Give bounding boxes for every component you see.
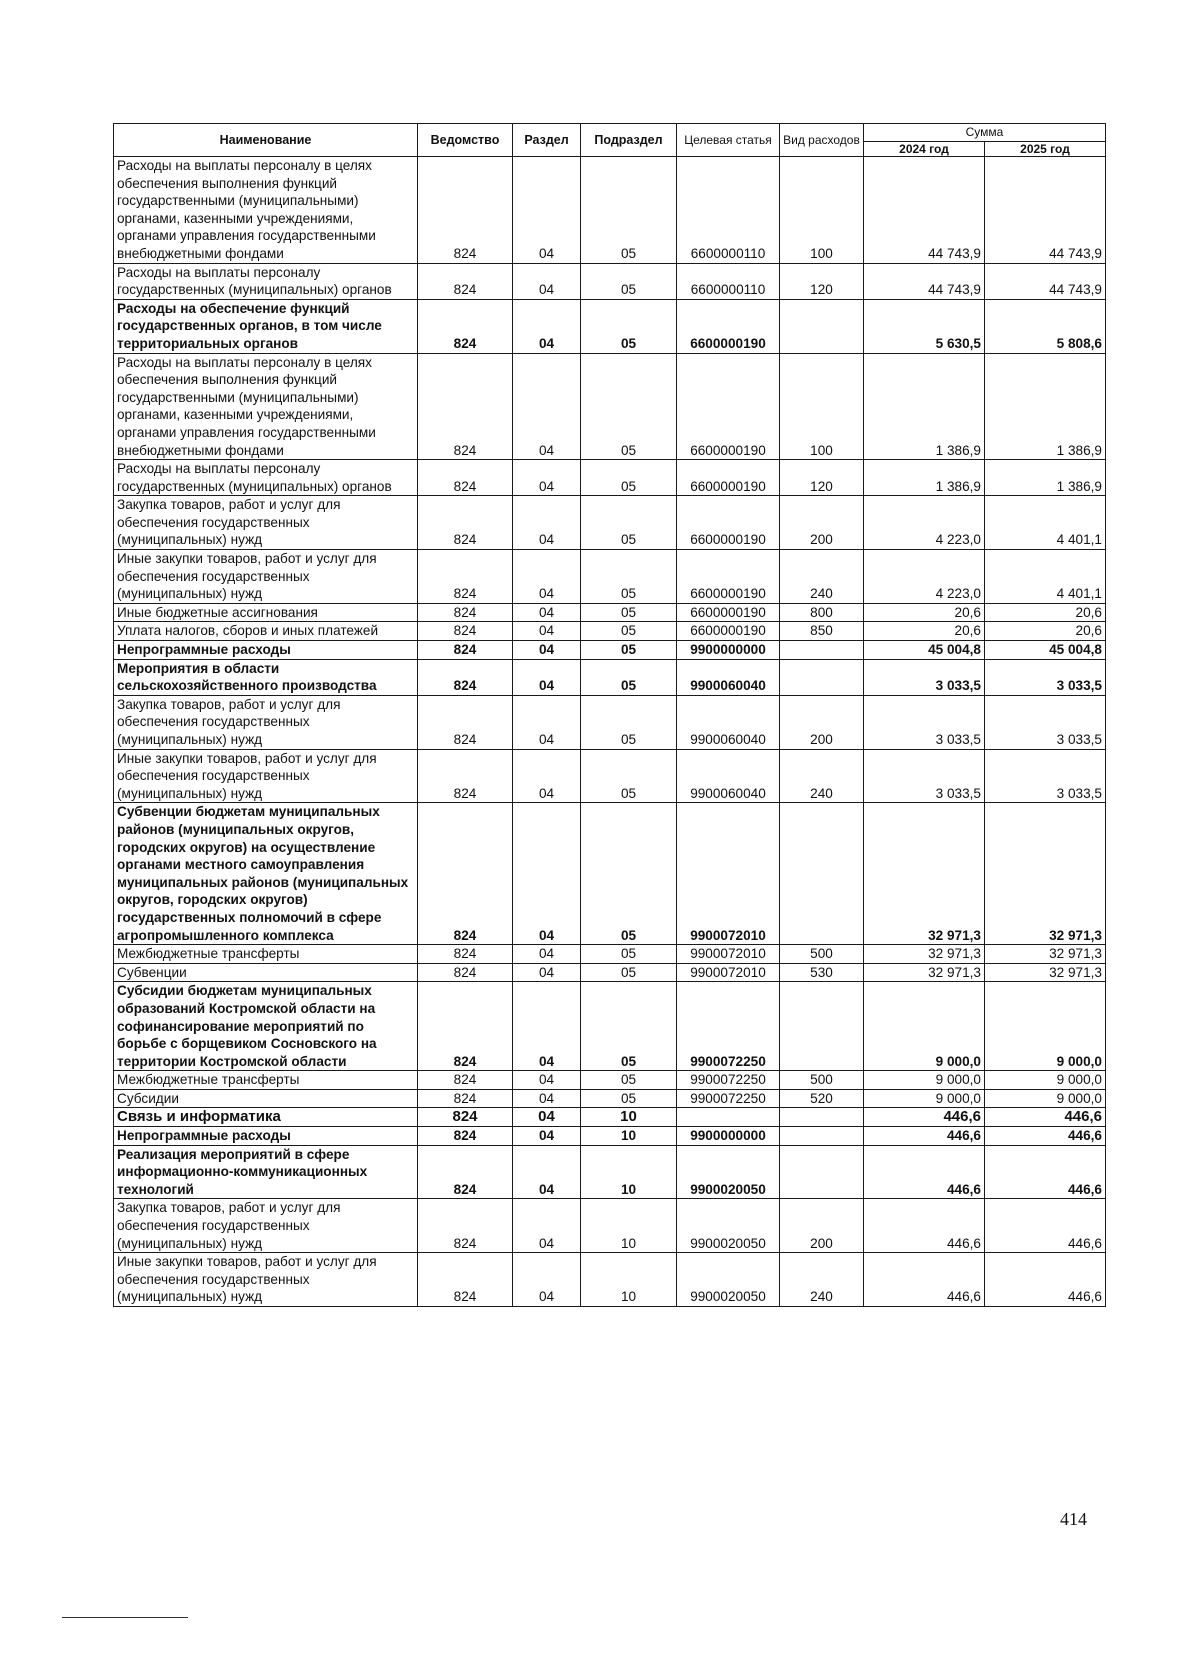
cell-section: 04	[513, 749, 581, 803]
table-row	[114, 659, 1106, 695]
cell-section: 04	[513, 1253, 581, 1307]
cell-name: Реализация мероприятий в сфере информационно-коммуникационных технологий	[114, 1145, 418, 1199]
header-expense-type: Вид расходов	[780, 124, 864, 157]
cell-subsection: 05	[581, 695, 677, 749]
cell-name: Непрограммные расходы	[114, 1127, 418, 1146]
cell-expense-type	[780, 1145, 864, 1199]
table-row	[114, 1253, 1106, 1307]
cell-name: Закупка товаров, работ и услуг для обеспечения государственных (муниципальных) нужд	[114, 1199, 418, 1253]
cell-sum-2025: 446,6	[985, 1253, 1106, 1307]
cell-target-article: 9900020050	[677, 1253, 780, 1307]
table-row	[114, 460, 1106, 496]
cell-department: 824	[418, 945, 513, 964]
cell-department: 824	[418, 1108, 513, 1127]
cell-sum-2025: 446,6	[985, 1127, 1106, 1146]
cell-subsection: 05	[581, 622, 677, 641]
table-row	[114, 1127, 1106, 1146]
table-row	[114, 1108, 1106, 1127]
cell-department: 824	[418, 299, 513, 353]
cell-subsection: 05	[581, 945, 677, 964]
cell-subsection: 05	[581, 659, 677, 695]
cell-section: 04	[513, 1089, 581, 1108]
table-row	[114, 157, 1106, 264]
cell-name: Непрограммные расходы	[114, 641, 418, 660]
cell-sum-2025: 1 386,9	[985, 353, 1106, 460]
header-year-2024: 2024 год	[864, 142, 985, 157]
cell-subsection: 10	[581, 1108, 677, 1127]
cell-sum-2024: 44 743,9	[864, 157, 985, 264]
cell-sum-2025: 45 004,8	[985, 641, 1106, 660]
cell-department: 824	[418, 353, 513, 460]
cell-sum-2024: 446,6	[864, 1127, 985, 1146]
budget-table	[113, 123, 1106, 1307]
cell-department: 824	[418, 641, 513, 660]
cell-name: Субвенции бюджетам муниципальных районов (муниципальных округов, городских округов) на осуществление органами местного самоуправления муниципальных районов (муниципальных округов, городских округов) государственных полномочий в сфере агропромышленного комплекса	[114, 803, 418, 945]
cell-sum-2024: 20,6	[864, 603, 985, 622]
cell-expense-type	[780, 982, 864, 1071]
cell-sum-2024: 1 386,9	[864, 353, 985, 460]
cell-name: Закупка товаров, работ и услуг для обеспечения государственных (муниципальных) нужд	[114, 695, 418, 749]
cell-department: 824	[418, 496, 513, 550]
cell-department: 824	[418, 1127, 513, 1146]
cell-name: Мероприятия в области сельскохозяйственного производства	[114, 659, 418, 695]
cell-section: 04	[513, 641, 581, 660]
cell-expense-type: 120	[780, 460, 864, 496]
cell-department: 824	[418, 157, 513, 264]
cell-sum-2025: 9 000,0	[985, 1089, 1106, 1108]
table-row	[114, 1071, 1106, 1090]
header-name: Наименование	[114, 124, 418, 157]
cell-name: Межбюджетные трансферты	[114, 945, 418, 964]
cell-target-article: 9900072010	[677, 945, 780, 964]
cell-department: 824	[418, 263, 513, 299]
cell-sum-2025: 446,6	[985, 1108, 1106, 1127]
cell-subsection: 05	[581, 496, 677, 550]
cell-section: 04	[513, 550, 581, 604]
cell-subsection: 05	[581, 641, 677, 660]
page-number: 414	[1060, 1509, 1087, 1529]
cell-sum-2025: 3 033,5	[985, 695, 1106, 749]
cell-subsection: 05	[581, 299, 677, 353]
table-row	[114, 695, 1106, 749]
cell-subsection: 05	[581, 550, 677, 604]
cell-name: Расходы на выплаты персоналу государственных (муниципальных) органов	[114, 460, 418, 496]
cell-expense-type	[780, 1108, 864, 1127]
cell-sum-2024: 32 971,3	[864, 803, 985, 945]
cell-target-article: 9900020050	[677, 1199, 780, 1253]
header-target-article: Целевая статья	[677, 124, 780, 157]
cell-name: Иные закупки товаров, работ и услуг для обеспечения государственных (муниципальных) нужд	[114, 749, 418, 803]
cell-department: 824	[418, 1199, 513, 1253]
cell-section: 04	[513, 622, 581, 641]
cell-expense-type: 800	[780, 603, 864, 622]
cell-subsection: 05	[581, 982, 677, 1071]
cell-subsection: 05	[581, 353, 677, 460]
cell-target-article: 6600000190	[677, 550, 780, 604]
cell-sum-2025: 4 401,1	[985, 496, 1106, 550]
cell-section: 04	[513, 803, 581, 945]
table-row	[114, 263, 1106, 299]
cell-section: 04	[513, 1127, 581, 1146]
cell-target-article: 9900000000	[677, 1127, 780, 1146]
cell-department: 824	[418, 1071, 513, 1090]
cell-subsection: 05	[581, 1089, 677, 1108]
cell-sum-2025: 32 971,3	[985, 963, 1106, 982]
cell-sum-2025: 44 743,9	[985, 157, 1106, 264]
cell-sum-2024: 9 000,0	[864, 1089, 985, 1108]
cell-department: 824	[418, 803, 513, 945]
header-department: Ведомство	[418, 124, 513, 157]
cell-name: Субвенции	[114, 963, 418, 982]
cell-sum-2024: 4 223,0	[864, 550, 985, 604]
cell-sum-2025: 3 033,5	[985, 659, 1106, 695]
cell-section: 04	[513, 1071, 581, 1090]
header-subsection: Подраздел	[581, 124, 677, 157]
cell-expense-type: 200	[780, 1199, 864, 1253]
table-row	[114, 945, 1106, 964]
cell-subsection: 05	[581, 749, 677, 803]
table-body	[114, 157, 1106, 1307]
cell-target-article	[677, 1108, 780, 1127]
cell-target-article: 6600000110	[677, 157, 780, 264]
cell-section: 04	[513, 496, 581, 550]
cell-target-article: 6600000190	[677, 622, 780, 641]
cell-expense-type	[780, 641, 864, 660]
cell-sum-2025: 32 971,3	[985, 945, 1106, 964]
cell-sum-2025: 9 000,0	[985, 982, 1106, 1071]
cell-target-article: 9900072010	[677, 963, 780, 982]
cell-department: 824	[418, 1253, 513, 1307]
cell-sum-2025: 1 386,9	[985, 460, 1106, 496]
table-row	[114, 1089, 1106, 1108]
cell-subsection: 05	[581, 603, 677, 622]
table-row	[114, 963, 1106, 982]
cell-subsection: 10	[581, 1253, 677, 1307]
cell-section: 04	[513, 963, 581, 982]
cell-target-article: 9900072010	[677, 803, 780, 945]
cell-sum-2024: 3 033,5	[864, 659, 985, 695]
cell-subsection: 05	[581, 263, 677, 299]
cell-subsection: 10	[581, 1199, 677, 1253]
cell-department: 824	[418, 603, 513, 622]
cell-expense-type	[780, 299, 864, 353]
cell-sum-2024: 45 004,8	[864, 641, 985, 660]
cell-section: 04	[513, 982, 581, 1071]
cell-name: Расходы на выплаты персоналу в целях обеспечения выполнения функций государственными (муниципальными) органами, казенными учреждениями, органами управления государственными внебюджетными фондами	[114, 353, 418, 460]
cell-sum-2024: 9 000,0	[864, 982, 985, 1071]
cell-expense-type: 240	[780, 550, 864, 604]
cell-sum-2025: 44 743,9	[985, 263, 1106, 299]
table-row	[114, 603, 1106, 622]
cell-sum-2025: 446,6	[985, 1199, 1106, 1253]
cell-sum-2024: 20,6	[864, 622, 985, 641]
table-row	[114, 641, 1106, 660]
cell-target-article: 6600000190	[677, 353, 780, 460]
header-sum: Сумма	[864, 124, 1106, 142]
cell-expense-type: 200	[780, 496, 864, 550]
cell-expense-type	[780, 659, 864, 695]
cell-target-article: 9900060040	[677, 749, 780, 803]
cell-department: 824	[418, 1145, 513, 1199]
cell-department: 824	[418, 749, 513, 803]
cell-sum-2024: 9 000,0	[864, 1071, 985, 1090]
cell-sum-2024: 5 630,5	[864, 299, 985, 353]
cell-expense-type: 100	[780, 353, 864, 460]
cell-sum-2024: 3 033,5	[864, 749, 985, 803]
cell-name: Субсидии	[114, 1089, 418, 1108]
cell-name: Иные закупки товаров, работ и услуг для обеспечения государственных (муниципальных) нужд	[114, 1253, 418, 1307]
cell-expense-type: 500	[780, 1071, 864, 1090]
cell-expense-type: 520	[780, 1089, 864, 1108]
cell-name: Связь и информатика	[114, 1108, 418, 1127]
cell-expense-type	[780, 803, 864, 945]
cell-expense-type: 530	[780, 963, 864, 982]
table-row	[114, 1145, 1106, 1199]
cell-department: 824	[418, 550, 513, 604]
cell-name: Субсидии бюджетам муниципальных образований Костромской области на софинансирование мероприятий по борьбе с борщевиком Сосновского на территории Костромской области	[114, 982, 418, 1071]
cell-sum-2024: 446,6	[864, 1199, 985, 1253]
cell-subsection: 05	[581, 963, 677, 982]
cell-sum-2025: 20,6	[985, 603, 1106, 622]
cell-target-article: 9900020050	[677, 1145, 780, 1199]
cell-section: 04	[513, 1145, 581, 1199]
cell-expense-type: 240	[780, 749, 864, 803]
table-row	[114, 353, 1106, 460]
cell-expense-type: 240	[780, 1253, 864, 1307]
cell-expense-type: 200	[780, 695, 864, 749]
cell-department: 824	[418, 659, 513, 695]
cell-section: 04	[513, 460, 581, 496]
header-year-2025: 2025 год	[985, 142, 1106, 157]
cell-target-article: 9900072250	[677, 1089, 780, 1108]
cell-subsection: 05	[581, 803, 677, 945]
cell-department: 824	[418, 1089, 513, 1108]
cell-section: 04	[513, 1108, 581, 1127]
cell-sum-2024: 44 743,9	[864, 263, 985, 299]
cell-target-article: 6600000190	[677, 496, 780, 550]
cell-target-article: 9900072250	[677, 1071, 780, 1090]
cell-target-article: 6600000190	[677, 299, 780, 353]
cell-target-article: 9900060040	[677, 659, 780, 695]
cell-target-article: 6600000110	[677, 263, 780, 299]
cell-subsection: 10	[581, 1145, 677, 1199]
cell-target-article: 9900060040	[677, 695, 780, 749]
cell-section: 04	[513, 353, 581, 460]
cell-sum-2024: 4 223,0	[864, 496, 985, 550]
cell-name: Уплата налогов, сборов и иных платежей	[114, 622, 418, 641]
cell-sum-2024: 446,6	[864, 1253, 985, 1307]
cell-target-article: 9900000000	[677, 641, 780, 660]
cell-name: Расходы на обеспечение функций государственных органов, в том числе территориальных органов	[114, 299, 418, 353]
cell-expense-type	[780, 1127, 864, 1146]
cell-sum-2024: 32 971,3	[864, 945, 985, 964]
cell-section: 04	[513, 299, 581, 353]
cell-sum-2024: 32 971,3	[864, 963, 985, 982]
table-row	[114, 749, 1106, 803]
cell-subsection: 10	[581, 1127, 677, 1146]
cell-expense-type: 100	[780, 157, 864, 264]
table-row	[114, 622, 1106, 641]
cell-name: Расходы на выплаты персоналу в целях обеспечения выполнения функций государственными (муниципальными) органами, казенными учреждениями, органами управления государственными внебюджетными фондами	[114, 157, 418, 264]
cell-department: 824	[418, 695, 513, 749]
budget-table-page	[113, 123, 1105, 1307]
cell-department: 824	[418, 622, 513, 641]
cell-sum-2025: 20,6	[985, 622, 1106, 641]
cell-expense-type: 850	[780, 622, 864, 641]
cell-target-article: 9900072250	[677, 982, 780, 1071]
cell-expense-type: 500	[780, 945, 864, 964]
cell-sum-2025: 446,6	[985, 1145, 1106, 1199]
table-row	[114, 496, 1106, 550]
header-section: Раздел	[513, 124, 581, 157]
cell-department: 824	[418, 460, 513, 496]
cell-section: 04	[513, 659, 581, 695]
cell-sum-2025: 32 971,3	[985, 803, 1106, 945]
cell-subsection: 05	[581, 1071, 677, 1090]
cell-subsection: 05	[581, 157, 677, 264]
cell-section: 04	[513, 945, 581, 964]
cell-section: 04	[513, 1199, 581, 1253]
table-row	[114, 550, 1106, 604]
cell-section: 04	[513, 263, 581, 299]
cell-sum-2025: 5 808,6	[985, 299, 1106, 353]
cell-target-article: 6600000190	[677, 460, 780, 496]
table-row	[114, 803, 1106, 945]
cell-department: 824	[418, 982, 513, 1071]
cell-name: Иные закупки товаров, работ и услуг для обеспечения государственных (муниципальных) нужд	[114, 550, 418, 604]
cell-section: 04	[513, 603, 581, 622]
cell-name: Расходы на выплаты персоналу государственных (муниципальных) органов	[114, 263, 418, 299]
table-row	[114, 299, 1106, 353]
cell-name: Закупка товаров, работ и услуг для обеспечения государственных (муниципальных) нужд	[114, 496, 418, 550]
table-row	[114, 1199, 1106, 1253]
cell-name: Межбюджетные трансферты	[114, 1071, 418, 1090]
cell-sum-2024: 1 386,9	[864, 460, 985, 496]
cell-department: 824	[418, 963, 513, 982]
footnote-divider	[62, 1617, 188, 1618]
cell-sum-2025: 4 401,1	[985, 550, 1106, 604]
cell-name: Иные бюджетные ассигнования	[114, 603, 418, 622]
cell-section: 04	[513, 157, 581, 264]
cell-sum-2024: 3 033,5	[864, 695, 985, 749]
cell-subsection: 05	[581, 460, 677, 496]
cell-sum-2024: 446,6	[864, 1108, 985, 1127]
cell-target-article: 6600000190	[677, 603, 780, 622]
cell-section: 04	[513, 695, 581, 749]
table-row	[114, 982, 1106, 1071]
cell-sum-2025: 3 033,5	[985, 749, 1106, 803]
cell-sum-2024: 446,6	[864, 1145, 985, 1199]
cell-expense-type: 120	[780, 263, 864, 299]
cell-sum-2025: 9 000,0	[985, 1071, 1106, 1090]
